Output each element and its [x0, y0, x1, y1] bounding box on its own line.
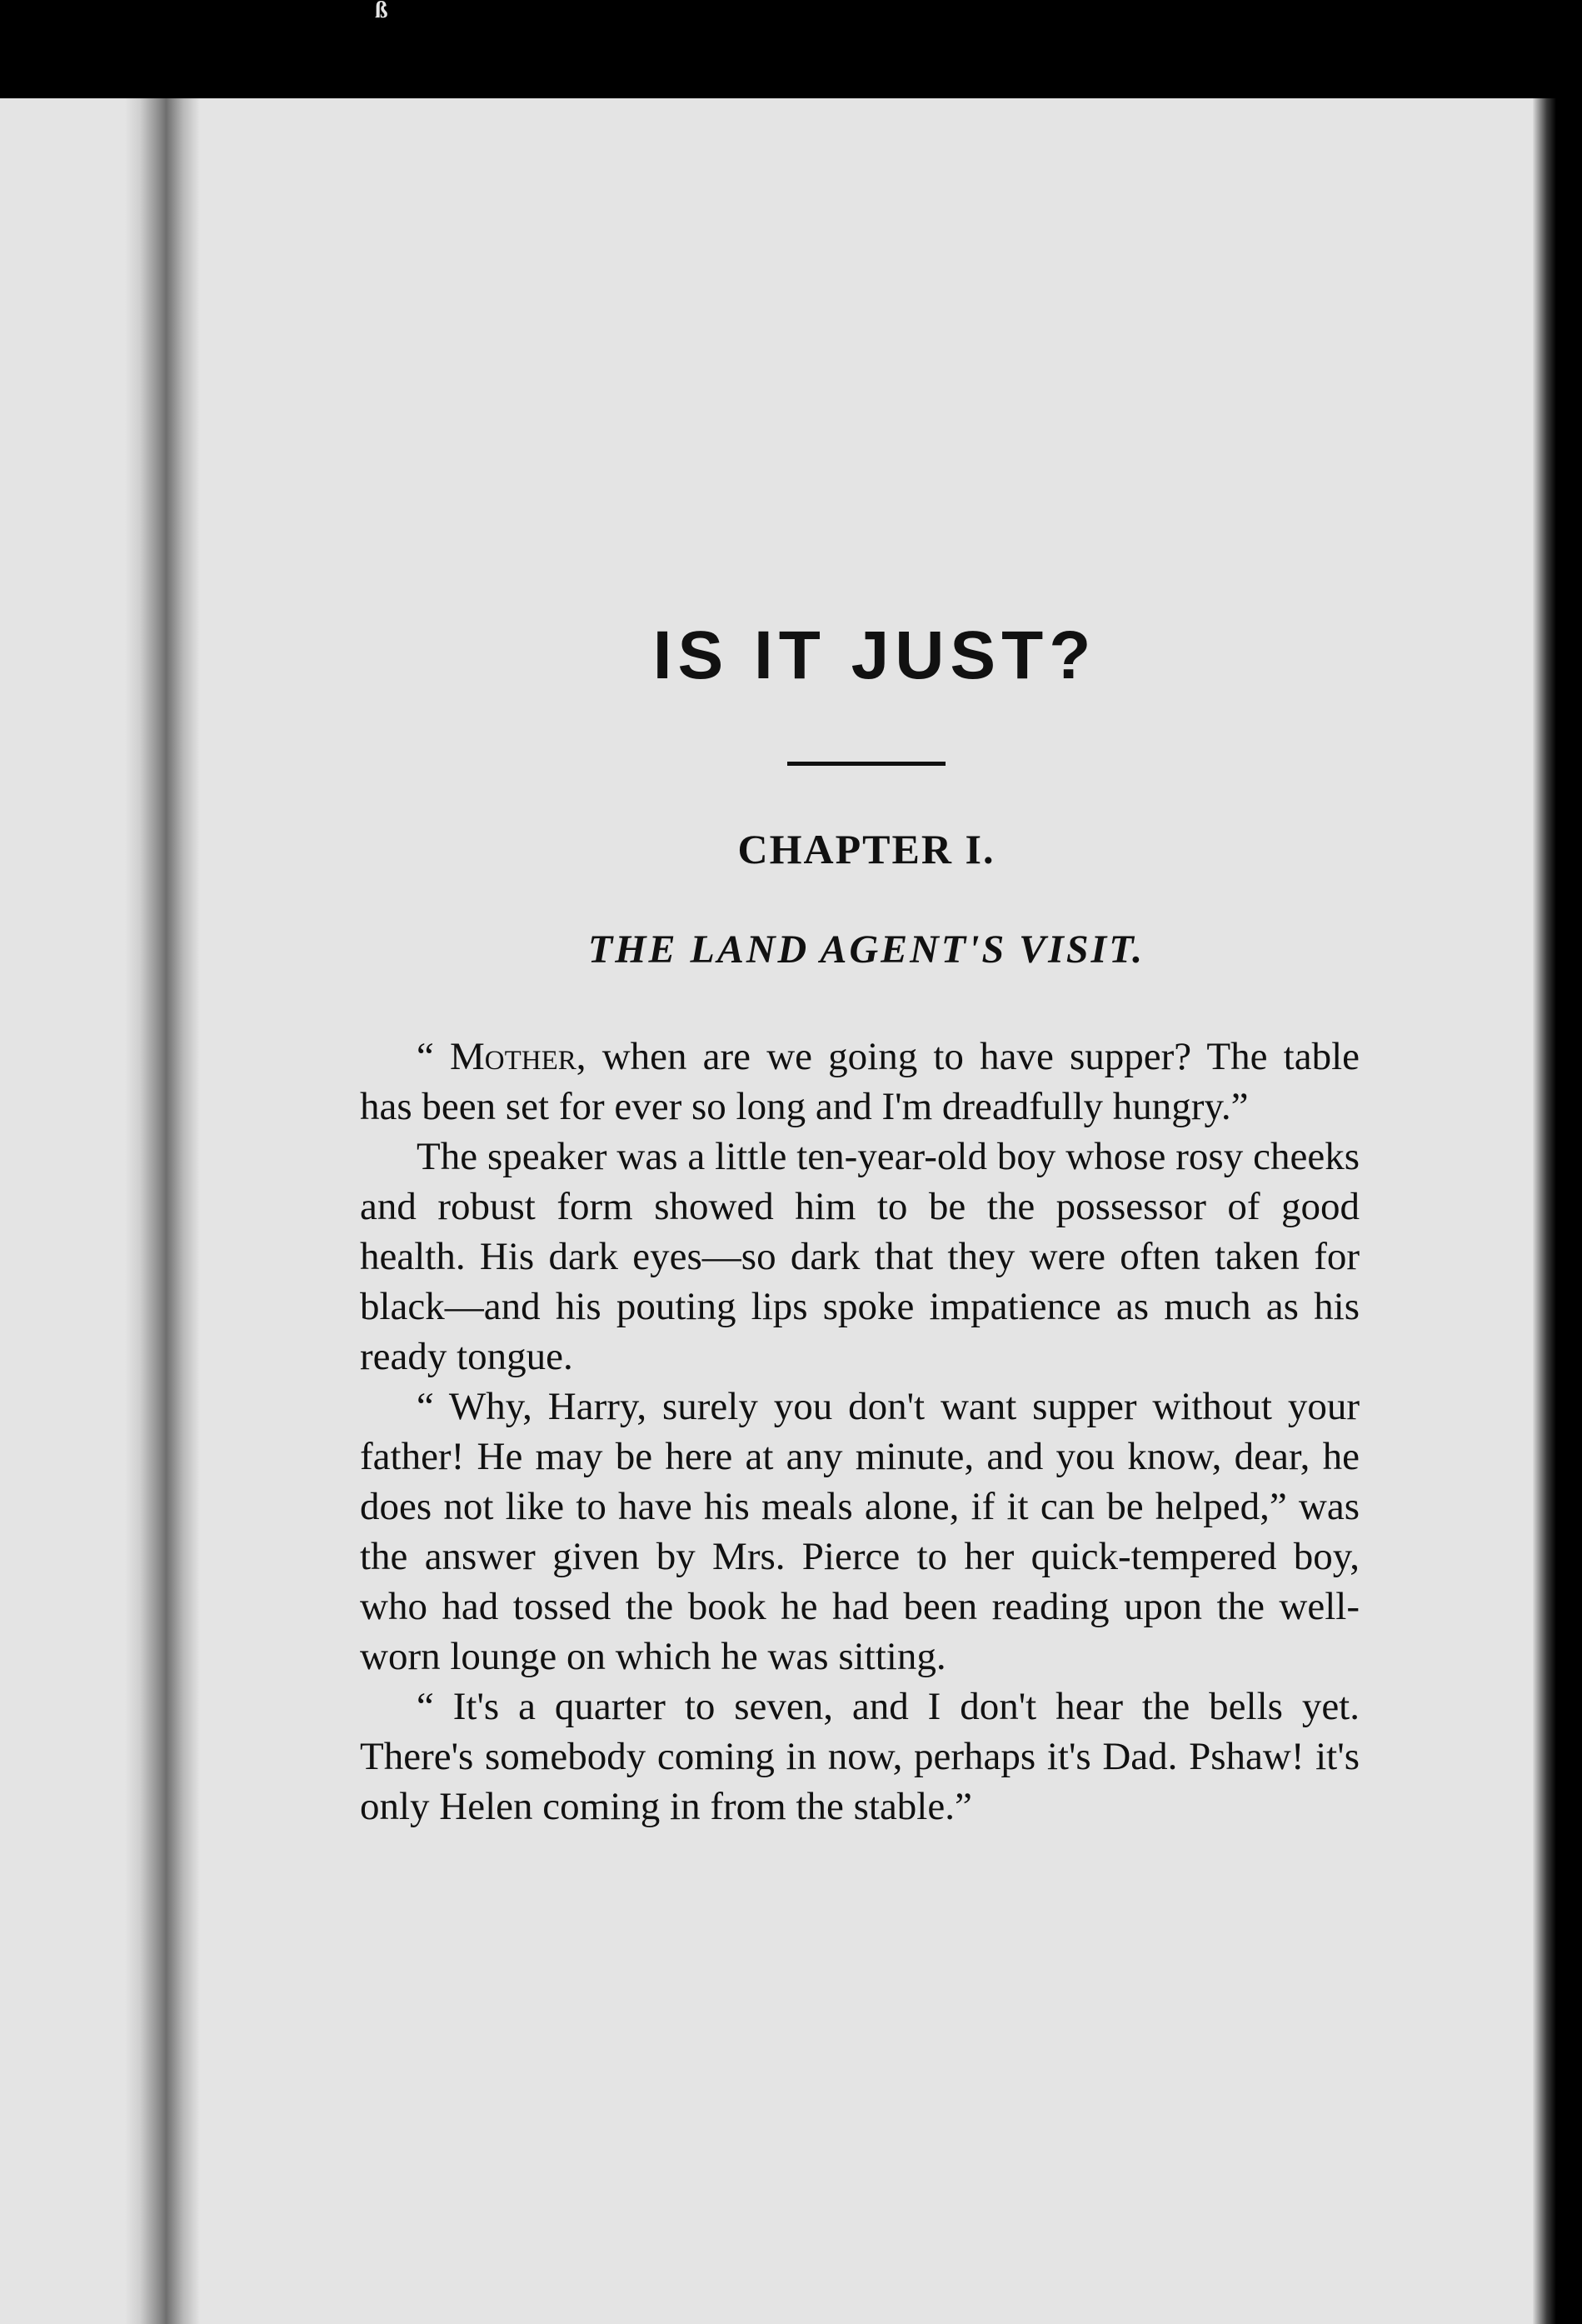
paragraph-1-text: when are we going to have supper? The table has been set for ever so long and I'm dreadfully hungry.”: [360, 1035, 1360, 1128]
corner-mark: ß: [375, 0, 388, 23]
book-title: IS IT JUST?: [652, 617, 1097, 693]
paragraph-4-text: “ It's a quarter to seven, and I don't hear the bells yet. There's somebody coming in now, perhaps it's Dad. Pshaw! it's only Helen coming in from the stable.”: [360, 1685, 1360, 1828]
page-gutter: [125, 98, 200, 2324]
paragraph-4: [360, 1682, 1360, 1832]
page-edge: [1533, 98, 1556, 2324]
paragraph-2: [360, 1132, 1360, 1382]
paragraph-3-text: “ Why, Harry, surely you don't want supper without your father! He may be here at any minute, and you know, dear, he does not like to have his meals alone, if it can be helped,” was the answer given by Mrs. Pierce to her quick-tempered boy, who had tossed the book he had been reading upon the well-worn lounge on which he was sitting.: [360, 1385, 1360, 1678]
paragraph-3: [360, 1382, 1360, 1682]
paragraph-2-text: The speaker was a little ten-year-old boy whose rosy cheeks and robust form showed him to be the possessor of good health. His dark eyes—so dark that they were often taken for black—and his pouting lips spoke impatience as much as his ready tongue.: [360, 1135, 1360, 1378]
chapter-body: [360, 1032, 1360, 1832]
chapter-heading: CHAPTER I.: [737, 826, 996, 872]
paragraph-1-lead: “ Mother,: [417, 1035, 586, 1078]
paragraph-1: [360, 1032, 1360, 1132]
title-rule: [787, 762, 946, 766]
chapter-title: THE LAND AGENT'S VISIT.: [587, 927, 1145, 972]
